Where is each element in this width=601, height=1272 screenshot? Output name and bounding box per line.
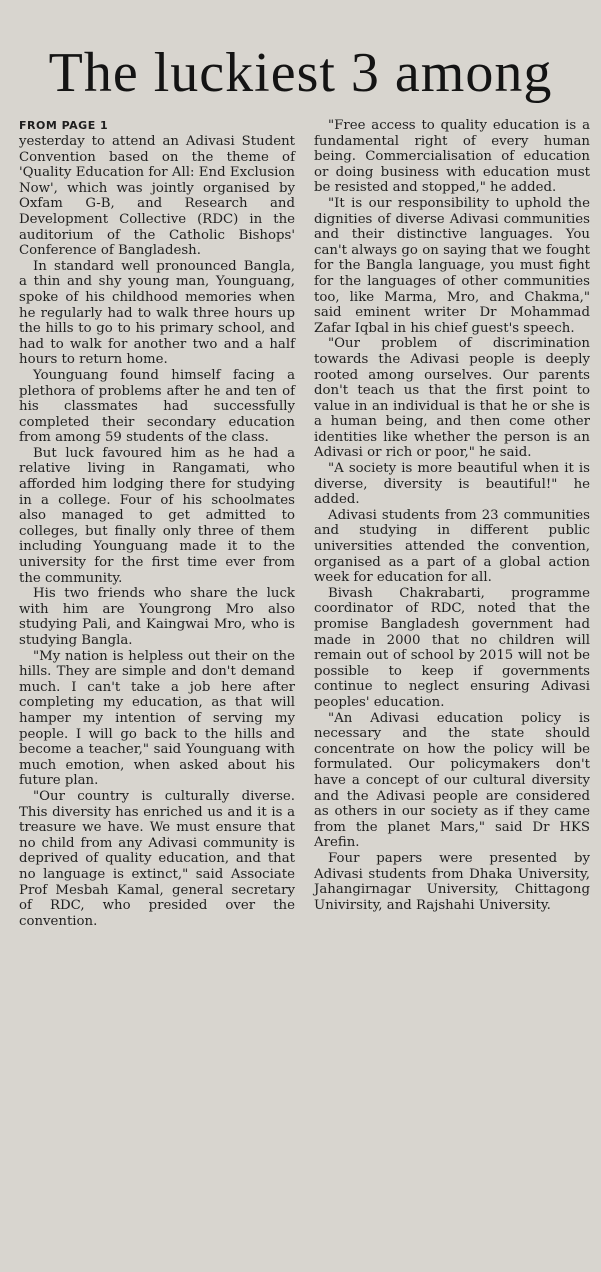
paragraph: "My nation is helpless out their on the hills. They are simple and don't demand much. I can't take a job here after completing my education, as that will hamper my intention of serving my people. I will go back to the hills and become a teacher," said Younguang with much emotion, when asked about his future plan. xyxy=(19,648,295,789)
paragraph: "Our problem of discrimination towards the Adivasi people is deeply rooted among ourselves. Our parents don't teach us that the first point to value in an individual is that he or she is a human being, and then come other identities like whether the person is an Adivasi or rich or poor," he said. xyxy=(314,336,590,461)
paragraph: In standard well pronounced Bangla, a thin and shy young man, Younguang, spoke of his childhood memories when he regularly had to walk three hours up the hills to go to his primary school, and had to walk for another two and a half hours to return home. xyxy=(19,258,295,368)
continued-from-label: FROM PAGE 1 xyxy=(19,119,109,132)
article-column-left xyxy=(19,118,295,929)
article-column-right xyxy=(314,118,590,913)
paragraph: "Free access to quality education is a fundamental right of every human being. Commercialisation of education or doing business with education must be resisted and stopped," he added. xyxy=(314,118,590,196)
paragraph: Younguang found himself facing a plethora of problems after he and ten of his classmates had successfully completed their secondary education from among 59 students of the class. xyxy=(19,367,295,446)
paragraph: "An Adivasi education policy is necessary and the state should concentrate on how the policy will be formulated. Our policymakers don't have a concept of our cultural diversity and the Adivasi people are considered as others in our society as if they came from the planet Mars," said Dr HKS Arefin. xyxy=(314,710,590,851)
paragraph: "It is our responsibility to uphold the dignities of diverse Adivasi communities and their distinctive languages. You can't always go on saying that we fought for the Bangla language, you must fight for the languages of other communities too, like Marma, Mro, and Chakma," said eminent writer Dr Mohammad Zafar Iqbal in his chief guest's speech. xyxy=(314,195,590,336)
paragraph: But luck favoured him as he had a relative living in Rangamati, who afforded him lodging there for studying in a college. Four of his schoolmates also managed to get admitted to colleges, but finally only three of them including Younguang made it to the university for the first time ever from the community. xyxy=(19,445,295,586)
paragraph: Four papers were presented by Adivasi students from Dhaka University, Jahangirnagar University, Chittagong Univirsity, and Rajshahi University. xyxy=(314,850,590,913)
paragraph: His two friends who share the luck with him are Youngrong Mro also studying Pali, and Kaingwai Mro, who is studying Bangla. xyxy=(19,586,295,648)
paragraph: yesterday to attend an Adivasi Student Convention based on the theme of 'Quality Education for All: End Exclusion Now', which was jointly organised by Oxfam G-B, and Research and Development Collective (RDC) in the auditorium of the Catholic Bishops' Conference of Bangladesh. xyxy=(19,134,295,259)
headline: The luckiest 3 among xyxy=(48,42,553,104)
paragraph: Adivasi students from 23 communities and studying in different public universities attended the convention, organised as a part of a global action week for education for all. xyxy=(314,507,590,586)
paragraph: "Our country is culturally diverse. This diversity has enriched us and it is a treasure we have. We must ensure that no child from any Adivasi community is deprived of quality education, and that no language is extinct," said Associate Prof Mesbah Kamal, general secretary of RDC, who presided over the convention. xyxy=(19,788,295,929)
paragraph: Bivash Chakrabarti, programme coordinator of RDC, noted that the promise Bangladesh government had made in 2000 that no children will remain out of school by 2015 will not be possible to keep if governments continue to neglect ensuring Adivasi peoples' education. xyxy=(314,585,590,710)
paragraph: "A society is more beautiful when it is diverse, diversity is beautiful!" he added. xyxy=(314,461,590,508)
